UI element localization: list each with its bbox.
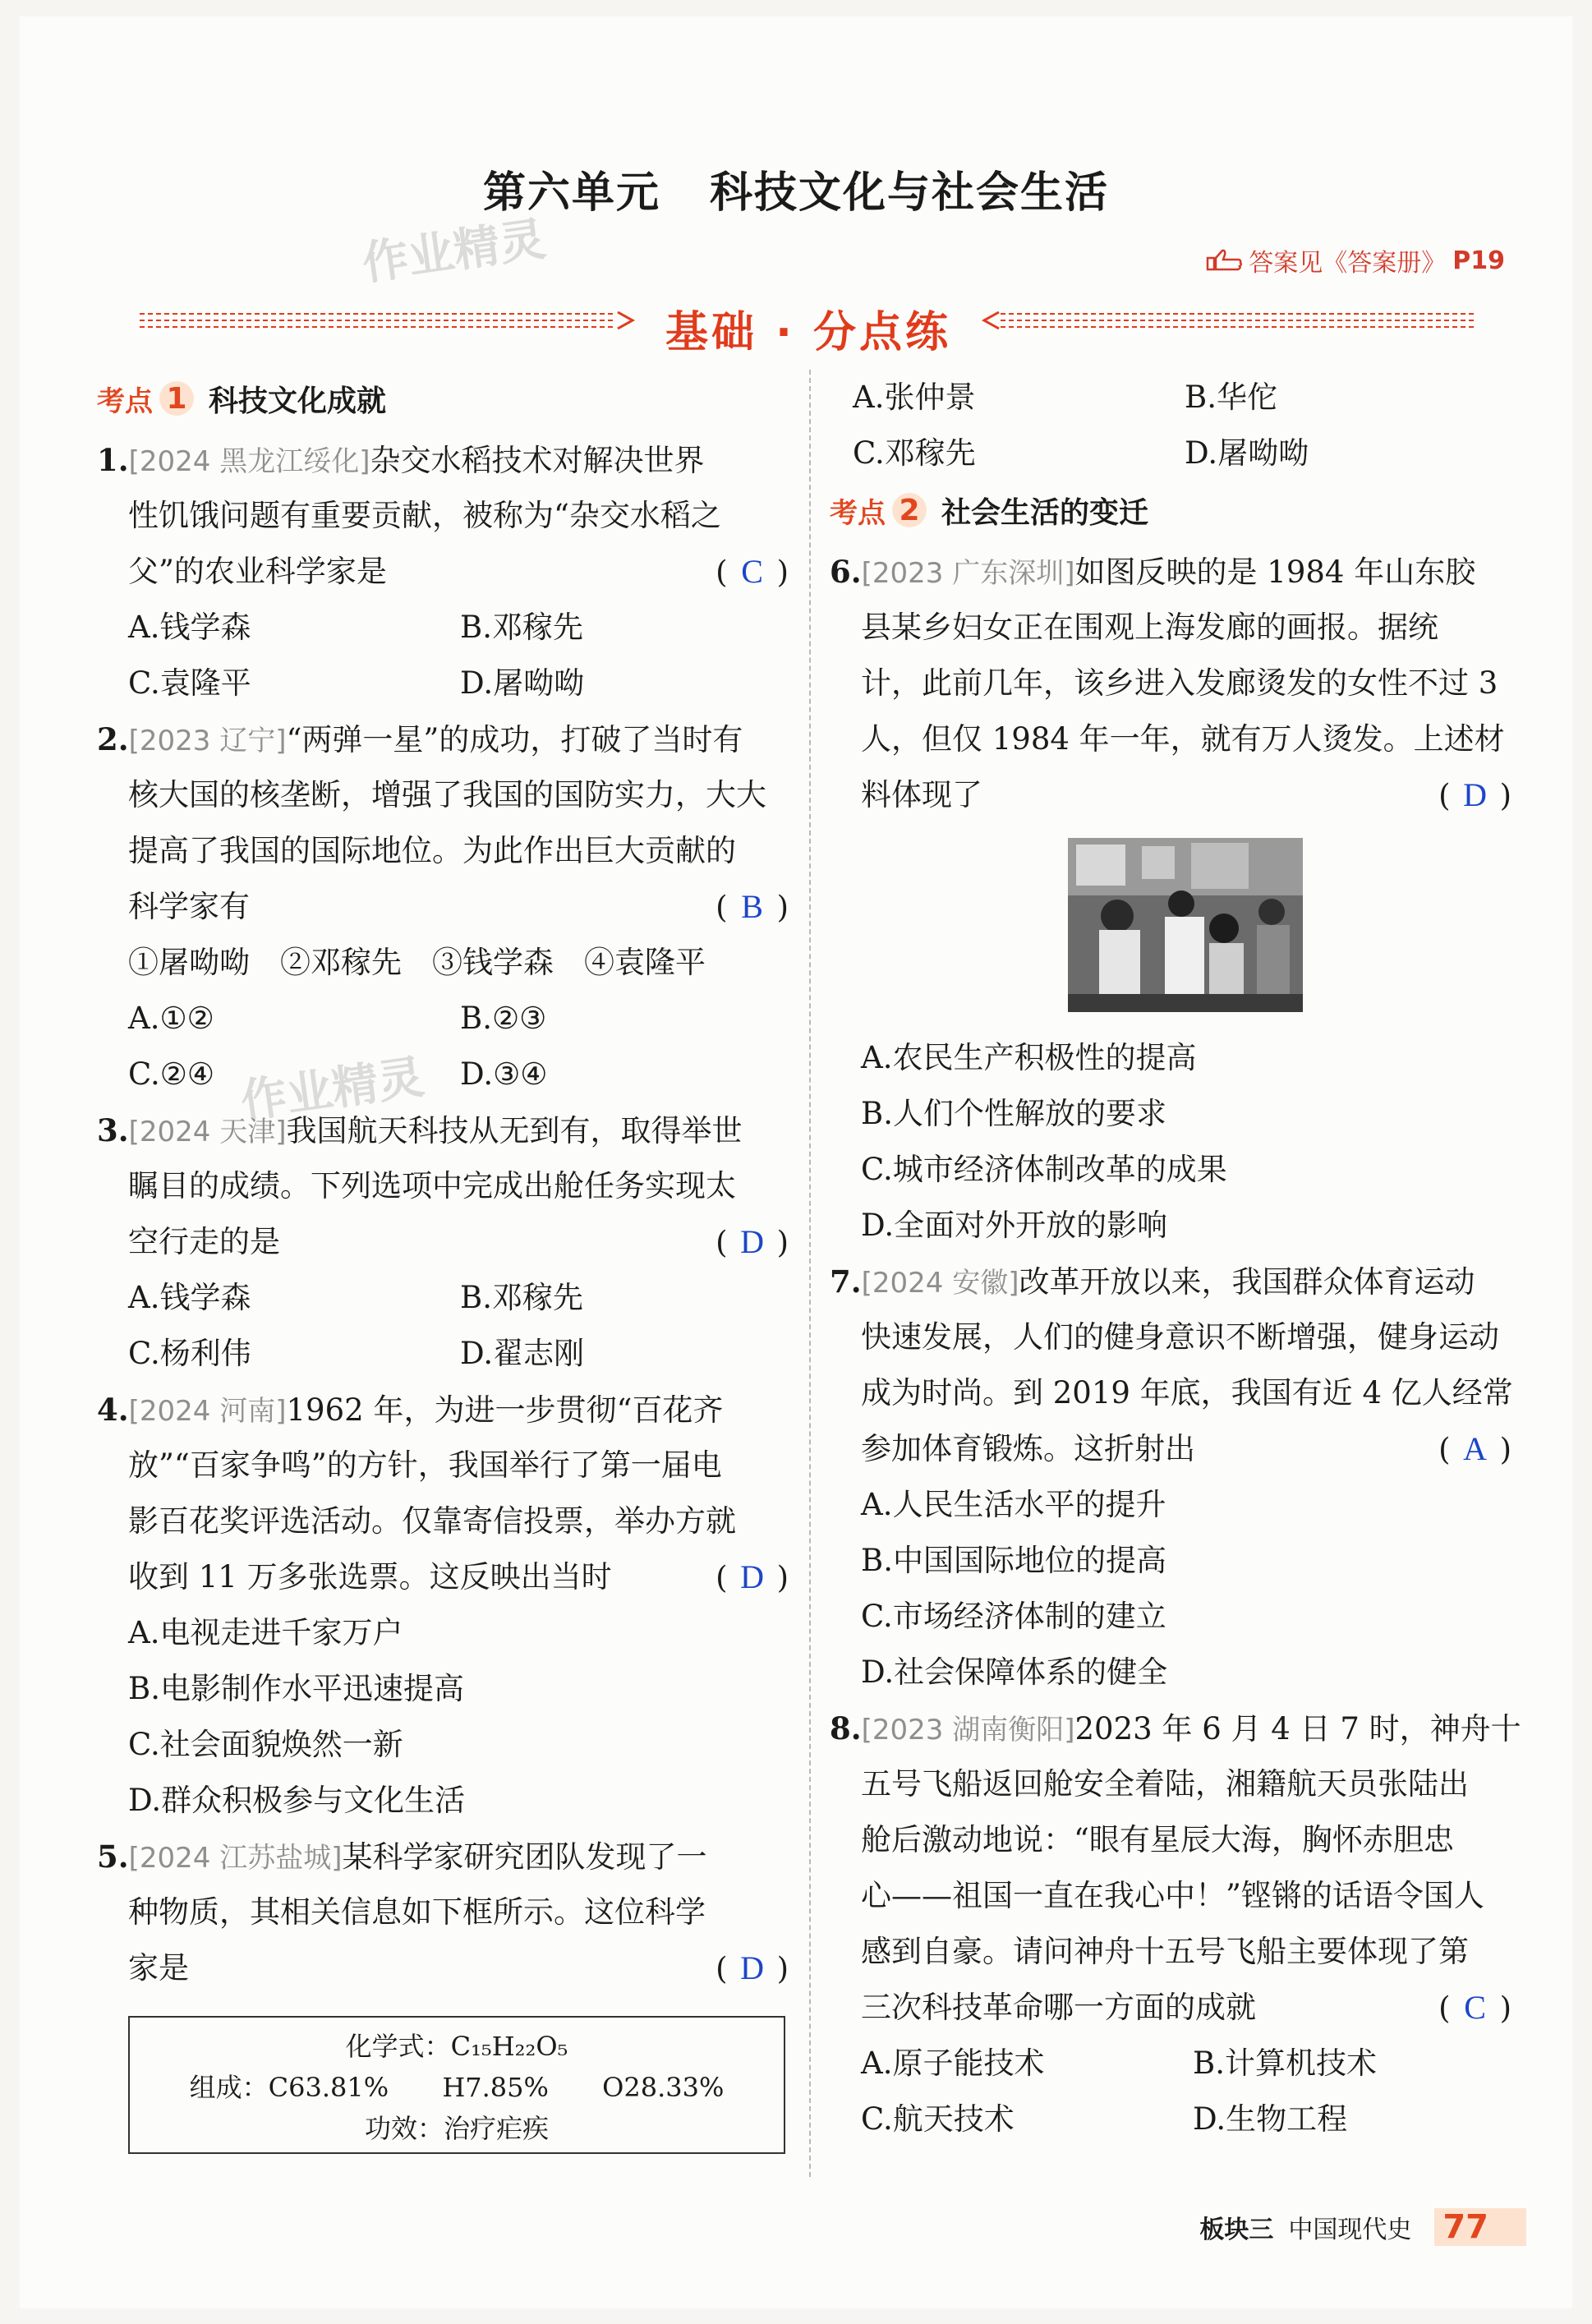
answer-slot: ( C ) (715, 553, 789, 590)
options-row: C.②④ D.③④ (128, 1056, 548, 1092)
answer-slot: ( D ) (715, 1949, 789, 1986)
right-column (830, 370, 1521, 2147)
answer-slot: ( D ) (1438, 776, 1511, 813)
options-row: A.钱学森 B.邓稼先 (128, 1280, 583, 1315)
question-8: 8.[2023 湖南衡阳]2023 年 6 月 4 日 7 时，神舟十 五号飞船返回舱安全着陆，湘籍航天员张陆出 舱后激动地说：“眼有星辰大海，胸怀赤胆忠 心——祖国一直在我心中！”铿锵的话语令国人 感到自豪。请问神舟十五号飞船主要体现了第 三次科技革命哪一方面的成就 ( C ) A.原子能技术 B.计算机技术 C.航天技术 D.生物工程 (830, 1700, 1511, 2147)
section-heading: 考点 1 科技文化成就 (97, 381, 387, 418)
watermark: 作业精灵 (359, 212, 550, 292)
options-row: C.袁隆平 D.屠呦呦 (128, 665, 585, 701)
answer-slot: ( D ) (715, 1558, 789, 1595)
question-5: 5.[2024 江苏盐城]某科学家研究团队发现了一 种物质，其相关信息如下框所示。这位科学 家是 ( D ) 化学式：C₁₅H₂₂O₅ 组成：C63.81% H7.85% O28.33% 功效：治疗疟疾 (97, 1829, 789, 2154)
left-column (97, 370, 789, 2154)
question-7: 7.[2024 安徽]改革开放以来，我国群众体育运动 快速发展，人们的健身意识不断增强，健身运动 成为时尚。到 2019 年底，我国有近 4 亿人经常 参加体育锻炼。这折射出 ( A ) A.人民生活水平的提升 B.中国国际地位的提高 C.市场经济体制的建立 D.社会保障体系的健全 (830, 1263, 1513, 1690)
options-row: C.杨利伟 D.翟志刚 (128, 1336, 585, 1371)
options-row: A.①② B.②③ (128, 1001, 547, 1036)
page-footer: 板块三 中国现代史 77 (1199, 2208, 1526, 2246)
question-4: 4.[2024 河南]1962 年，为进一步贯彻“百花齐 放”“百家争鸣”的方针，我国举行了第一届电 影百花奖评选活动。仅靠寄信投票，举办方就 收到 11 万多张选票。这反映出当时 ( D ) A.电视走进千家万户 B.电影制作水平迅速提高 C.社会面貌焕然一新 D.群众积极参与文化生活 (97, 1392, 789, 1818)
section-heading: 考点 2 社会生活的变迁 (830, 493, 1149, 530)
watermark: 作业精灵 (237, 1050, 428, 1130)
section-banner: 基础 · 分点练 (140, 296, 1477, 348)
question-3: 3.[2024 天津]我国航天科技从无到有，取得举世 瞩目的成绩。下列选项中完成出舱任务实现太 空行走的是 ( D ) A.钱学森 B.邓稼先 C.杨利伟 D.翟志刚 (97, 1102, 789, 1382)
options-row: A.张仲景 B.华佗 (853, 380, 1277, 415)
column-divider (809, 370, 811, 2177)
page-number: 77 (1434, 2208, 1526, 2246)
question-2: 2.[2023 辽宁]“两弹一星”的成功，打破了当时有 核大国的核垄断，增强了我国的国防实力，大大 提高了我国的国际地位。为此作出巨大贡献的 科学家有 ( B ) ①屠呦呦 ②邓稼先 ③钱学森 ④袁隆平 A.①② B.②③ C.②④ D.③④ (97, 711, 789, 1102)
pointing-hand-icon (1206, 248, 1242, 273)
options-row: C.邓稼先 D.屠呦呦 (853, 435, 1309, 471)
answer-slot: ( A ) (1438, 1430, 1511, 1467)
options-row: A.原子能技术 B.计算机技术 (861, 2046, 1377, 2081)
question-5-options (830, 370, 1511, 481)
answer-slot: ( C ) (1438, 1989, 1511, 2026)
info-box: 化学式：C₁₅H₂₂O₅ 组成：C63.81% H7.85% O28.33% 功效：治疗疟疾 (128, 2016, 785, 2154)
options-row: A.钱学森 B.邓稼先 (128, 610, 583, 645)
unit-title: 第六单元 科技文化与社会生活 (482, 168, 1110, 218)
answer-slot: ( B ) (715, 888, 789, 925)
options-row: C.航天技术 D.生物工程 (861, 2101, 1348, 2137)
question-6: 6.[2023 广东深圳]如图反映的是 1984 年山东胶 县某乡妇女正在围观上海发廊的画报。据统 计，此前几年，该乡进入发廊烫发的女性不过 3 人，但仅 1984 年一年，就有万人烫发。上述材 料体现了 ( D ) A.农民生产积极性的提高 B.人们个性解放的要求 C.城市经济体制改革的成果 D.全面对外开放的影响 (830, 554, 1511, 1243)
answer-slot: ( D ) (715, 1223, 789, 1260)
answer-reference: 答案见《答案册》 P19 (1206, 242, 1505, 278)
question-1: 1.[2024 黑龙江绥化]杂交水稻技术对解决世界 性饥饿问题有重要贡献，被称为“杂交水稻之 父”的农业科学家是 ( C ) A.钱学森 B.邓稼先 C.袁隆平 D.屠呦呦 (97, 432, 789, 711)
historical-photo (1068, 838, 1303, 1012)
